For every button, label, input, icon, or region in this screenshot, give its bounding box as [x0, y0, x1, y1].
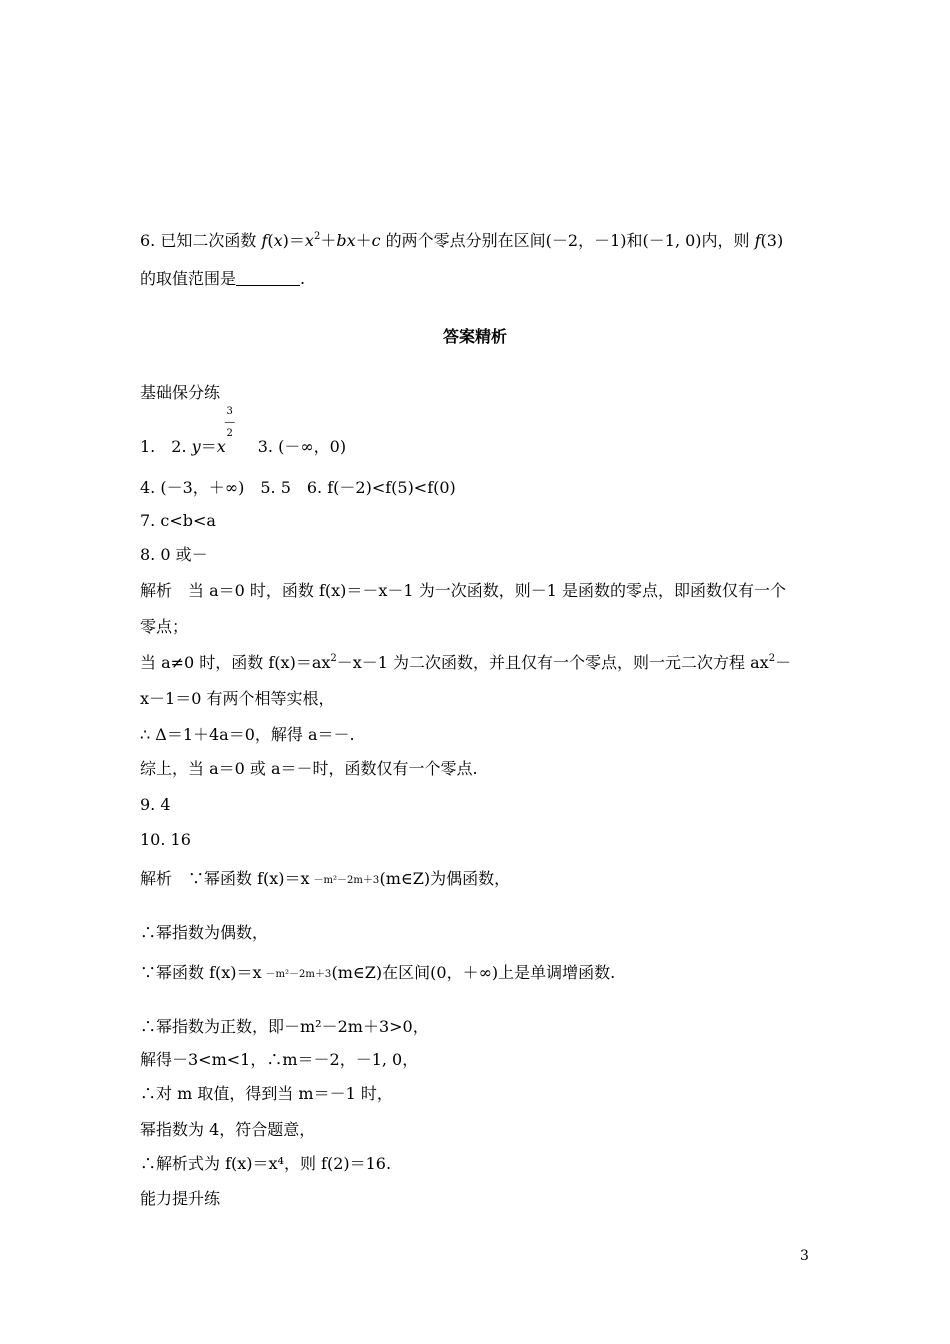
answer-8-solution-3: 当 a≠0 时，函数 $f(x)=ax^2-x-1$ 为二次函数，并且仅有一个零点，则一元二次方程 $ax^2-$ [140, 653, 792, 672]
question-6-line2: 的取值范围是 . [140, 269, 306, 288]
answers-title: 答案精析 [442, 327, 507, 346]
answer-8: 8. 0 或－ [140, 545, 208, 564]
answer-10-solution-1: 解析 ∵幂函数 f(x)＝x －m²－2m＋3 (m∈Z)为偶函数， [140, 868, 510, 890]
section-basic: 基础保分练 [140, 383, 221, 402]
page-number: 3 [800, 1248, 809, 1264]
answer-7: 7. c<b<a [140, 511, 216, 530]
answer-10-solution-4: ∴幂指数为正数，即－m²－2m＋3>0， [140, 1017, 429, 1036]
answer-10-solution-5: 解得－3<m<1，∴m＝－2，－1, 0， [140, 1050, 419, 1069]
answer-9: 9. 4 [140, 795, 171, 814]
exponent: －m²－2m＋3 [313, 875, 380, 886]
power-x: x 3 ― 2 [216, 406, 235, 456]
answer-4-6: 4. (－3，＋∞) 5. 5 6. f(－2)<f(5)<f(0) [140, 478, 456, 497]
answer-10-solution-8: ∴解析式为 f(x)＝x⁴，则 f(2)＝16. [140, 1154, 392, 1173]
answer-10-solution-2: ∴幂指数为偶数， [140, 923, 269, 942]
answer-10-solution-3: ∵幂函数 f(x)＝x －m²－2m＋3 (m∈Z)在区间(0，＋∞)上是单调增函数. [140, 962, 615, 984]
answer-8-solution-6: 综上，当 a＝0 或 a＝－时，函数仅有一个零点. [140, 759, 478, 778]
answer-10: 10. 16 [140, 830, 191, 849]
exponent-fraction: 3 ― 2 [224, 406, 235, 439]
answer-8-solution-4: x－1＝0 有两个相等实根， [140, 689, 335, 708]
question-6-line1: 6. 已知二次函数 $f(x)=x^2+bx+c$ 的两个零点分别在区间(－2，－1)和(－1, 0)内，则 f(3) [140, 231, 784, 250]
answer-8-solution-1: 解析 当 a＝0 时，函数 f(x)＝－x－1 为一次函数，则－1 是函数的零点，即函数仅有一个 [140, 581, 786, 600]
answer-1-3: 1. 2. y＝x 3 ― 2 3. (－∞，0) [140, 406, 347, 456]
answer-8-solution-5: ∴ Δ＝1＋4a＝0，解得 a＝－. [140, 725, 355, 744]
answer-8-solution-2: 零点； [140, 617, 189, 636]
exponent: －m²－2m＋3 [265, 969, 332, 980]
answer-blank[interactable] [236, 271, 300, 286]
answer-10-solution-7: 幂指数为 4，符合题意， [140, 1120, 316, 1139]
section-ability: 能力提升练 [140, 1189, 221, 1208]
answer-10-solution-6: ∴对 m 取值，得到当 m＝－1 时， [140, 1084, 393, 1103]
